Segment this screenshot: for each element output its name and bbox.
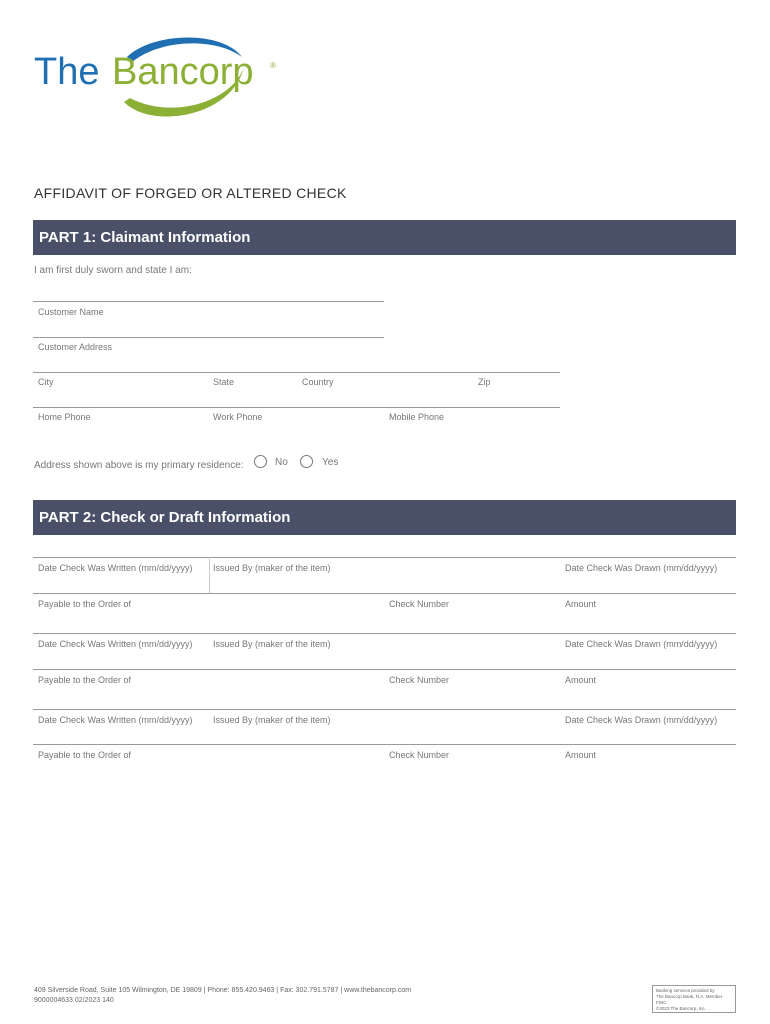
- footer-disclosure-box: [652, 985, 736, 1013]
- check3-row1-field[interactable]: [33, 709, 736, 710]
- home-phone-label: Home Phone: [38, 412, 91, 422]
- part1-header-bar: [33, 220, 736, 255]
- check1-divider: [209, 557, 210, 593]
- check1-amount-label: Amount: [565, 599, 597, 609]
- part2-header-bar: [33, 500, 736, 535]
- mobile-phone-label: Mobile Phone: [389, 412, 445, 422]
- check1-row1-field[interactable]: [33, 557, 736, 558]
- part1-header-text: PART 1: Claimant Information: [39, 229, 251, 246]
- phone-field[interactable]: [33, 407, 560, 408]
- state-label: State: [213, 377, 235, 387]
- customer-name-field[interactable]: [33, 301, 384, 302]
- check1-payable-label: Payable to the Order of: [38, 599, 132, 609]
- bancorp-logo: [32, 32, 282, 122]
- check1-issued-by-label: Issued By (maker of the item): [213, 563, 331, 573]
- work-phone-label: Work Phone: [213, 412, 263, 422]
- footer-address: 409 Silverside Road, Suite 105 Wilmington, DE 19809 | Phone: 855.420.9463 | Fax: 302.791.5787 | www.thebancorp.com: [34, 987, 412, 994]
- sworn-statement: I am first duly sworn and state I am:: [34, 265, 192, 276]
- check2-number-label: Check Number: [389, 675, 450, 685]
- check3-issued-by-label: Issued By (maker of the item): [213, 715, 331, 725]
- footer-box-line3: ©2023 The Bancorp, Inc.: [656, 1006, 707, 1011]
- footer-contact: [34, 986, 411, 1006]
- check2-amount-label: Amount: [565, 675, 597, 685]
- check2-date-written-label: Date Check Was Written (mm/dd/yyyy): [38, 639, 193, 649]
- logo-text-bancorp: Bancorp: [112, 51, 254, 93]
- footer-box-line1: Banking services provided by: [656, 988, 715, 993]
- part2-header-text: PART 2: Check or Draft Information: [39, 509, 291, 526]
- residence-question: Address shown above is my primary residence:: [34, 460, 244, 471]
- zip-label: Zip: [478, 377, 491, 387]
- check2-row2-field[interactable]: [33, 669, 736, 670]
- logo-text-the: The: [34, 51, 100, 93]
- customer-address-label: Customer Address: [38, 342, 113, 352]
- check2-date-drawn-label: Date Check Was Drawn (mm/dd/yyyy): [565, 639, 718, 649]
- check3-row2-field[interactable]: [33, 744, 736, 745]
- document-title: AFFIDAVIT OF FORGED OR ALTERED CHECK: [34, 185, 347, 201]
- check1-row2-field[interactable]: [33, 593, 736, 594]
- residence-no-label: No: [275, 457, 288, 468]
- residence-no-radio[interactable]: [254, 455, 267, 468]
- check3-date-drawn-label: Date Check Was Drawn (mm/dd/yyyy): [565, 715, 718, 725]
- country-label: Country: [302, 377, 334, 387]
- check1-date-drawn-label: Date Check Was Drawn (mm/dd/yyyy): [565, 563, 718, 573]
- customer-address-field[interactable]: [33, 337, 384, 338]
- residence-yes-label: Yes: [322, 457, 339, 468]
- footer-box-line2: The Bancorp Bank, N.A. Member FDIC: [656, 994, 723, 1005]
- customer-name-label: Customer Name: [38, 307, 104, 317]
- residence-yes-radio[interactable]: [300, 455, 313, 468]
- check3-date-written-label: Date Check Was Written (mm/dd/yyyy): [38, 715, 193, 725]
- check1-date-written-label: Date Check Was Written (mm/dd/yyyy): [38, 563, 193, 573]
- city-label: City: [38, 377, 54, 387]
- check3-amount-label: Amount: [565, 750, 597, 760]
- check2-payable-label: Payable to the Order of: [38, 675, 132, 685]
- check2-row1-field[interactable]: [33, 633, 736, 634]
- logo-registered-mark: ®: [270, 61, 276, 70]
- check3-payable-label: Payable to the Order of: [38, 750, 132, 760]
- check2-issued-by-label: Issued By (maker of the item): [213, 639, 331, 649]
- city-state-zip-field[interactable]: [33, 372, 560, 373]
- footer-code: 9000004633 02/2023 140: [34, 997, 114, 1004]
- check3-number-label: Check Number: [389, 750, 450, 760]
- check1-number-label: Check Number: [389, 599, 450, 609]
